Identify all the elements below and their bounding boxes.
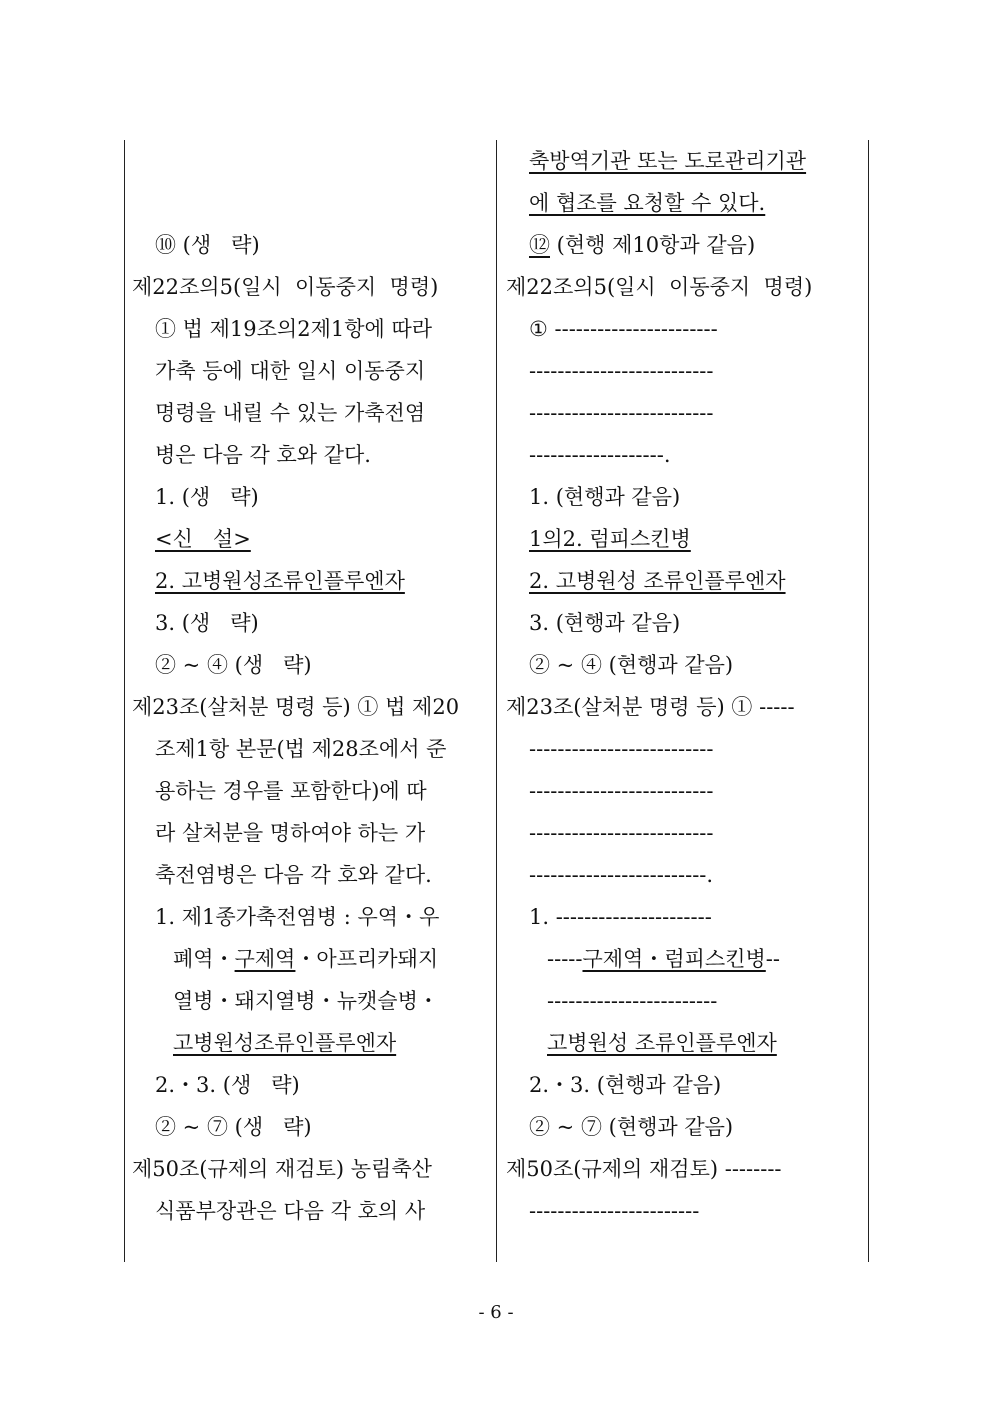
left-line-amended-part: 구제역 <box>234 947 296 971</box>
right-line: 3. (현행과 같음) <box>529 611 681 635</box>
right-line-amended: 축방역기관 또는 도로관리기관 <box>529 149 807 173</box>
left-line: ② ~ ⑦ (생 략) <box>155 1115 312 1139</box>
right-line: ② ~ ④ (현행과 같음) <box>529 653 734 677</box>
right-line-amended-part: 구제역・럼피스킨병 <box>582 947 766 971</box>
right-line <box>529 224 755 266</box>
left-line-part: ・아프리카돼지 <box>295 947 439 971</box>
right-line-amended: 2. 고병원성 조류인플루엔자 <box>529 569 786 593</box>
right-line: -------------------------- <box>529 737 714 761</box>
right-line: -------------------------- <box>529 779 714 803</box>
left-line-amended: 2. 고병원성조류인플루엔자 <box>155 569 405 593</box>
right-line: 2.・3. (현행과 같음) <box>529 1073 722 1097</box>
right-line-amended: 에 협조를 요청할 수 있다. <box>529 191 766 215</box>
left-line: 조제1항 본문(법 제28조에서 준 <box>155 737 447 761</box>
left-line: 1. (생 략) <box>155 485 259 509</box>
left-line: 축전염병은 다음 각 호와 같다. <box>155 863 432 887</box>
left-line: 라 살처분을 명하여야 하는 가 <box>155 821 426 845</box>
left-line: ① 법 제19조의2제1항에 따라 <box>155 317 433 341</box>
left-line: 가축 등에 대한 일시 이동중지 <box>155 359 426 383</box>
left-line: 식품부장관은 다음 각 호의 사 <box>155 1199 426 1223</box>
right-line-part: (현행 제10항과 같음) <box>550 233 756 257</box>
right-line-part: -- <box>765 947 780 971</box>
left-line-part: 폐역・ <box>173 947 235 971</box>
right-border-rule <box>868 140 869 1262</box>
right-article-heading: 제50조(규제의 재검토) -------- <box>506 1157 782 1181</box>
left-line-amended: 고병원성조류인플루엔자 <box>173 1031 397 1055</box>
right-line <box>547 938 780 980</box>
left-article-heading: 제50조(규제의 재검토) 농림축산 <box>132 1157 432 1181</box>
right-line: -------------------------- <box>529 821 714 845</box>
center-column-rule <box>496 140 497 1262</box>
left-line-new-placeholder: <신 설> <box>155 527 251 551</box>
left-line: 1. 제1종가축전염병 : 우역・우 <box>155 905 440 929</box>
right-line: -------------------. <box>529 443 671 467</box>
left-line: 2.・3. (생 략) <box>155 1073 300 1097</box>
left-line: 용하는 경우를 포함한다)에 따 <box>155 779 427 803</box>
left-line: 3. (생 략) <box>155 611 259 635</box>
left-border-rule <box>124 140 125 1262</box>
right-line-amended: 고병원성 조류인플루엔자 <box>547 1031 777 1055</box>
right-line-part: ----- <box>547 947 583 971</box>
right-line: -------------------------- <box>529 359 714 383</box>
right-line: 1. (현행과 같음) <box>529 485 681 509</box>
left-line: 병은 다음 각 호와 같다. <box>155 443 371 467</box>
left-line: ⑩ (생 략) <box>155 233 260 257</box>
right-line-amended-part: ⑫ <box>529 233 550 257</box>
right-line-amended: 1의2. 럼피스킨병 <box>529 527 691 551</box>
left-line: ② ~ ④ (생 략) <box>155 653 312 677</box>
right-line: -------------------------- <box>529 401 714 425</box>
right-line: 1. ---------------------- <box>529 905 712 929</box>
right-article-heading: 제22조의5(일시 이동중지 명령) <box>506 275 813 299</box>
right-line: ① ----------------------- <box>529 317 718 341</box>
left-article-heading: 제22조의5(일시 이동중지 명령) <box>132 275 439 299</box>
right-article-heading: 제23조(살처분 명령 등) ① ----- <box>506 695 795 719</box>
left-line <box>173 938 438 980</box>
left-line: 명령을 내릴 수 있는 가축전염 <box>155 401 426 425</box>
left-line: 열병・돼지열병・뉴캣슬병・ <box>173 989 439 1013</box>
right-line: ② ~ ⑦ (현행과 같음) <box>529 1115 734 1139</box>
page-number: - 6 - <box>478 1302 514 1323</box>
right-line: ------------------------ <box>547 989 718 1013</box>
right-line: ------------------------ <box>529 1199 700 1223</box>
right-line: -------------------------. <box>529 863 714 887</box>
left-article-heading: 제23조(살처분 명령 등) ① 법 제20 <box>132 695 460 719</box>
